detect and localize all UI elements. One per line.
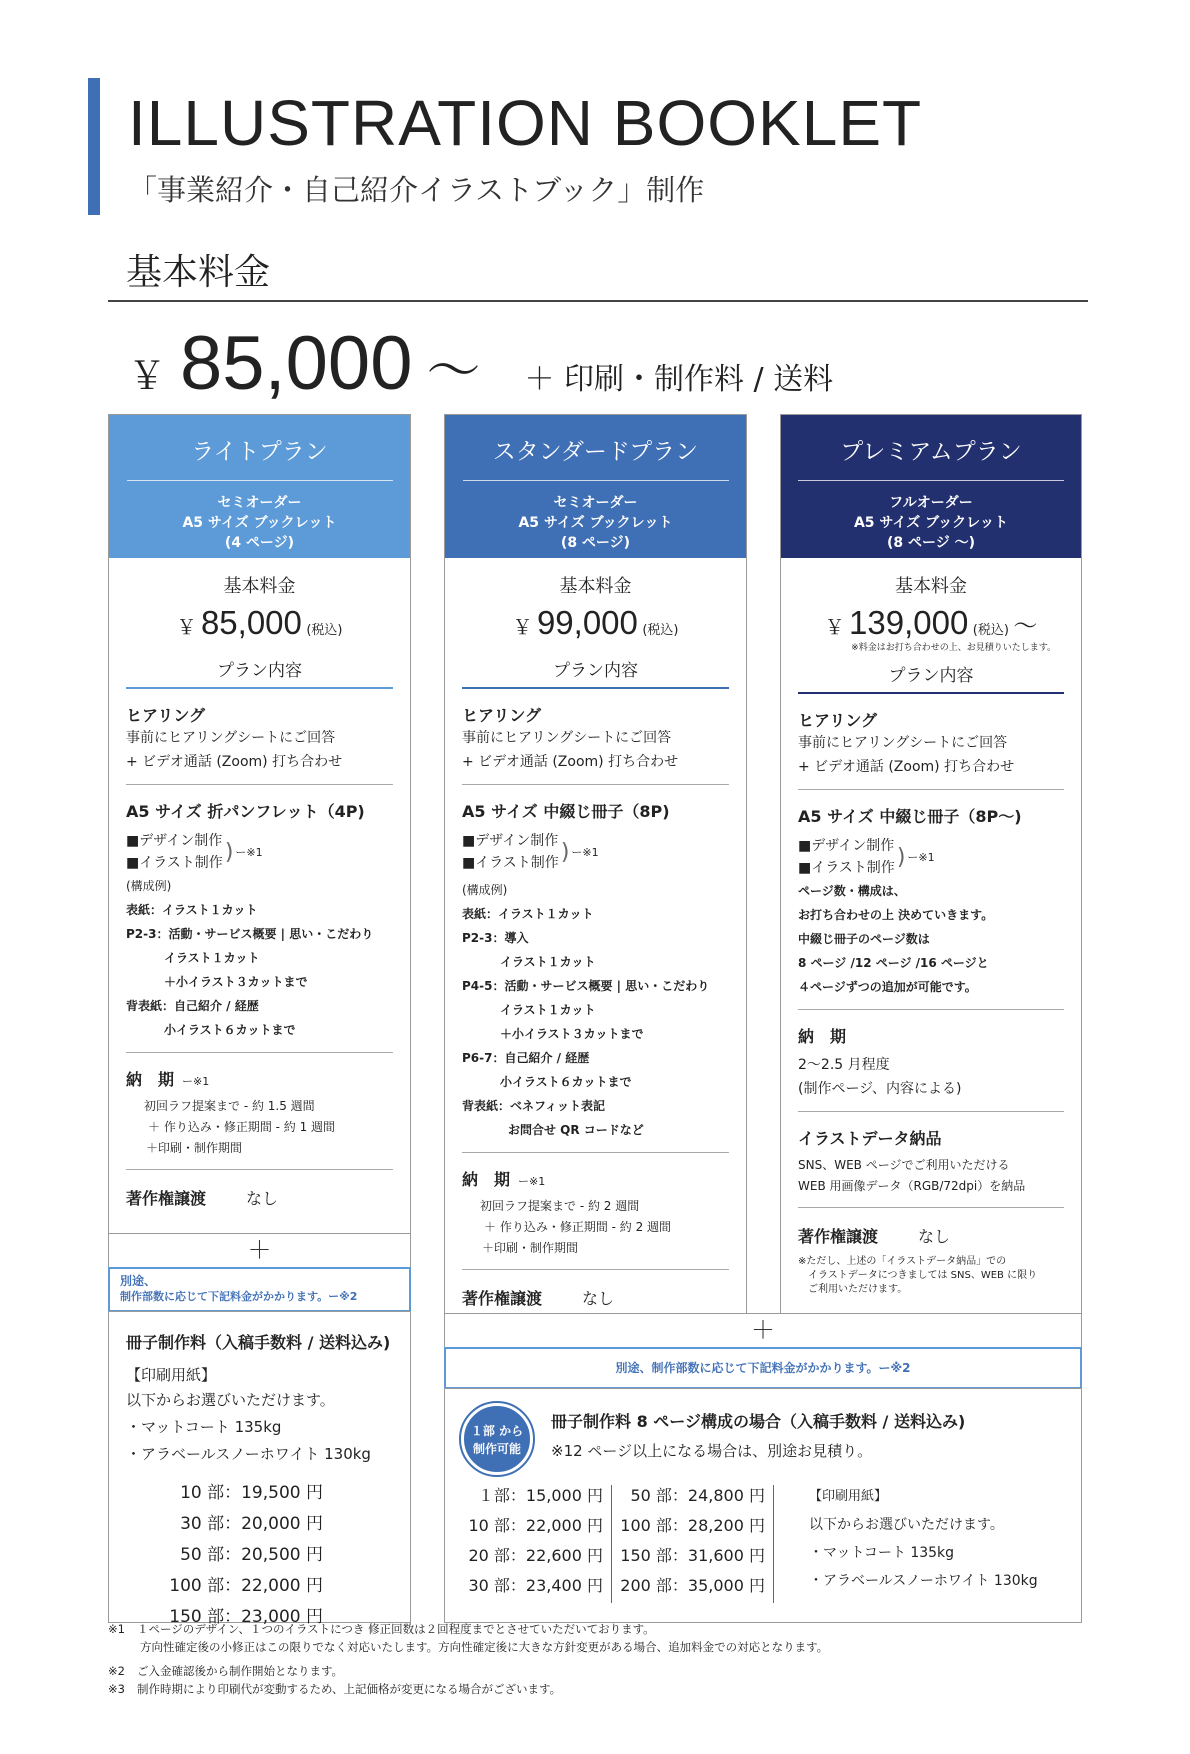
plan-card-standard: [444, 414, 747, 1314]
bracket-mark: ): [560, 839, 570, 865]
price-tier: 50 部：24,800 円: [630, 1486, 765, 1505]
price-amount: 139,000: [849, 604, 969, 641]
hearing-title: ヒアリング: [126, 706, 206, 725]
price-tier: 20 部：22,600 円: [468, 1546, 603, 1565]
delivery-label: 納 期: [462, 1170, 511, 1189]
example-line: P4-5：活動・サービス概要 | 思い・こだわり: [462, 979, 710, 993]
plan-format: A5 サイズ ブックレット: [518, 515, 673, 531]
copyright-note: ※ただし、上述の「イラストデータ納品」での: [798, 1256, 1007, 1267]
plan-order-type: セミオーダー: [217, 495, 302, 511]
delivery-title: [126, 1067, 393, 1090]
footnote-text: 制作時期により印刷代が変動するため、上記価格が変更になる場合がございます。: [136, 1682, 562, 1696]
format-note: 中綴じ冊子のページ数は: [798, 932, 930, 946]
paper-line: 以下からお選びいただけます。: [126, 1391, 335, 1409]
format-title: A5 サイズ 中綴じ冊子（8P〜): [798, 807, 1022, 826]
data-delivery-title: イラストデータ納品: [798, 1129, 942, 1148]
example-label: (構成例): [126, 879, 172, 893]
delivery-line: ＋ 作り込み・修正期間 - 約 1 週間: [148, 1120, 336, 1134]
plan-header-premium: [781, 415, 1081, 558]
plan-pages: (8 ページ): [560, 535, 631, 551]
plan-order-type: セミオーダー: [553, 495, 638, 511]
delivery-title: [798, 1024, 1064, 1047]
plan-body-premium: [781, 572, 1081, 1297]
bracket-mark: ): [896, 844, 906, 870]
plan-format: A5 サイズ ブックレット: [853, 515, 1009, 531]
headline-extra: ＋ 印刷・制作料 / 送料: [524, 362, 834, 397]
headline-price: [128, 320, 833, 407]
footnote-1-cont: [108, 1638, 828, 1656]
copyright-row: [798, 1224, 1064, 1247]
badge-line-2: 制作可能: [472, 1442, 521, 1456]
plan-name: プレミアムプラン: [840, 439, 1022, 465]
example-line: ＋小イラスト３カットまで: [500, 1027, 644, 1041]
example-line: イラスト１カット: [164, 951, 260, 965]
divider: [798, 1111, 1064, 1112]
delivery-label: 納 期: [798, 1027, 847, 1046]
plan-content-label: プラン内容: [798, 661, 1064, 694]
tier-column-right: [615, 1481, 765, 1601]
badge-line-1: １部 から: [470, 1424, 524, 1438]
design-item: ■デザイン制作: [126, 833, 223, 849]
price-label: 基本料金: [559, 576, 632, 597]
format-note: ページ数・構成は、: [798, 884, 906, 898]
plan-card-light: [108, 414, 411, 1234]
accent-bar: [88, 78, 100, 215]
copyright-value: なし: [582, 1289, 615, 1308]
paper-line: ・アラベールスノーホワイト 130kg: [126, 1445, 371, 1463]
hearing-line-1: 事前にヒアリングシートにご回答: [798, 735, 1008, 751]
format-title: A5 サイズ 折パンフレット（4P): [126, 802, 365, 821]
example-line: P6-7：自己紹介 / 経歴: [462, 1051, 590, 1065]
note-line-1: 別途、: [120, 1274, 157, 1288]
bracket-mark: ): [224, 839, 234, 865]
price-tiers: [126, 1478, 393, 1633]
plan-pages: (8 ページ 〜): [886, 535, 975, 551]
format-note: 8 ページ /12 ページ /16 ページと: [798, 956, 989, 970]
section-divider: [108, 300, 1088, 302]
footnote-text: ご入金確認後から制作開始となります。: [136, 1664, 344, 1678]
divider: [798, 789, 1064, 790]
page-title: ILLUSTRATION BOOKLET: [128, 87, 923, 159]
price-tier: 10 部：22,000 円: [468, 1516, 603, 1535]
delivery-line: ＋印刷・制作期間: [482, 1241, 579, 1255]
delivery-label: 納 期: [126, 1070, 175, 1089]
copyright-label: 著作権譲渡: [462, 1289, 543, 1308]
example-line: イラスト１カット: [500, 1003, 596, 1017]
hearing-line-2: + ビデオ通話 (Zoom) 打ち合わせ: [798, 759, 1015, 775]
production-items: [798, 835, 1064, 879]
plus-sign-shared: ＋: [444, 1313, 1082, 1348]
paper-info: [809, 1483, 1038, 1595]
footnote-ref: ー※1: [571, 846, 599, 859]
production-items: [462, 830, 729, 874]
paper-line: ・マットコート 135kg: [809, 1545, 955, 1561]
plan-name: ライトプラン: [191, 439, 328, 465]
hearing-line-1: 事前にヒアリングシートにご回答: [126, 730, 336, 746]
hearing-title: ヒアリング: [462, 706, 542, 725]
divider: [462, 784, 729, 785]
divider: [126, 1052, 393, 1053]
price-tier: 200 部：35,000 円: [620, 1576, 765, 1595]
divider: [798, 1009, 1064, 1010]
price-tier: 100 部：28,200 円: [620, 1516, 765, 1535]
note-line-2: 制作部数に応じて下記料金がかかります。ー※2: [120, 1290, 358, 1303]
price-tilde: 〜: [1013, 612, 1038, 640]
footnote-1: [108, 1620, 828, 1638]
example-line: 背表紙：自己紹介 / 経歴: [126, 999, 259, 1013]
price-tier: 150 部：23,000 円: [169, 1607, 323, 1627]
footnote-mark: ※2: [108, 1664, 125, 1678]
paper-line: ・マットコート 135kg: [126, 1418, 282, 1436]
price-yen: ￥: [176, 615, 197, 639]
price-amount: 99,000: [536, 604, 638, 641]
footnote-3: [108, 1680, 828, 1698]
booklet-fee-title: 冊子制作料 8 ページ構成の場合（入稿手数料 / 送料込み): [551, 1412, 966, 1431]
example-line: 表紙：イラスト１カット: [126, 903, 258, 917]
example-line: P2-3：導入: [462, 931, 529, 945]
paper-line: 以下からお選びいただけます。: [809, 1517, 1004, 1533]
plan-body-light: [109, 572, 410, 1209]
plus-sign-light: ＋: [108, 1233, 411, 1268]
copyright-label: 著作権譲渡: [126, 1189, 207, 1208]
footnotes: [108, 1620, 828, 1698]
plan-card-premium: [780, 414, 1082, 1314]
plan-header-divider: [127, 480, 393, 481]
copyright-note: イラストデータにつきましては SNS、WEB に限り: [808, 1270, 1038, 1281]
price-tier: 30 部：20,000 円: [180, 1514, 323, 1534]
delivery-line: ＋印刷・制作期間: [146, 1141, 243, 1155]
copyright-row: [126, 1186, 393, 1209]
price-tax: (税込): [642, 623, 679, 638]
tier-divider: [611, 1485, 612, 1603]
format-title: A5 サイズ 中綴じ冊子（8P): [462, 802, 670, 821]
example-line: 背表紙：ベネフィット表記: [462, 1099, 606, 1113]
delivery-line: 初回ラフ提案まで - 約 2 週間: [480, 1199, 640, 1213]
footnote-text: 方向性確定後の小修正はこの限りでなく対応いたします。方向性確定後に大きな方針変更がある場合、追加料金での対応となります。: [140, 1640, 829, 1654]
delivery-title: [462, 1167, 729, 1190]
price-yen: ￥: [512, 615, 533, 639]
price-tax: (税込): [306, 623, 343, 638]
plan-order-type: フルオーダー: [889, 495, 973, 511]
price-tier: 10 部：19,500 円: [180, 1483, 323, 1503]
copyright-note: ご利用いただけます。: [808, 1284, 908, 1295]
price-tier: 150 部：31,600 円: [620, 1546, 765, 1565]
price-label: 基本料金: [895, 576, 967, 597]
data-delivery-line: SNS、WEB ページでご利用いただける: [798, 1158, 1010, 1172]
plan-content-label: プラン内容: [126, 656, 393, 689]
plan-body-standard: [445, 572, 746, 1309]
copyright-label: 著作権譲渡: [798, 1227, 879, 1246]
plan-header-standard: [445, 415, 746, 558]
plan-header-light: [109, 415, 410, 558]
headline-tilde: 〜: [426, 339, 481, 402]
booklet-fee-shared: [444, 1388, 1082, 1623]
format-note: お打ち合わせの上 決めていきます。: [798, 908, 994, 922]
paper-title: 【印刷用紙】: [809, 1489, 888, 1504]
footnote-2: [108, 1662, 828, 1680]
delivery-line: 2〜2.5 月程度: [798, 1057, 890, 1073]
tier-divider: [773, 1485, 774, 1603]
copyright-row: [462, 1286, 729, 1309]
divider: [462, 1269, 729, 1270]
plan-header-divider: [798, 480, 1064, 481]
divider: [798, 1207, 1064, 1208]
booklet-fee-light: [108, 1311, 411, 1627]
plan-content-label: プラン内容: [462, 656, 729, 689]
illust-item: ■イラスト制作: [798, 860, 895, 876]
plan-price: [462, 604, 729, 642]
section-title: 基本料金: [126, 252, 271, 293]
divider: [126, 1169, 393, 1170]
example-line: イラスト１カット: [500, 955, 596, 969]
price-tier: 30 部：23,400 円: [468, 1576, 603, 1595]
footnote-ref: ー※1: [907, 851, 935, 864]
data-delivery-line: WEB 用画像データ（RGB/72dpi）を納品: [798, 1179, 1026, 1193]
page-subtitle: 「事業紹介・自己紹介イラストブック」制作: [128, 173, 705, 207]
price-tier: 50 部：20,500 円: [180, 1545, 323, 1565]
delivery-line: 初回ラフ提案まで - 約 1.5 週間: [144, 1099, 315, 1113]
tier-column-left: [463, 1481, 603, 1601]
example-line: ＋小イラスト３カットまで: [164, 975, 308, 989]
example-line: 小イラスト６カットまで: [164, 1023, 296, 1037]
hearing-line-2: + ビデオ通話 (Zoom) 打ち合わせ: [462, 754, 679, 770]
hearing-line-2: + ビデオ通話 (Zoom) 打ち合わせ: [126, 754, 343, 770]
paper-title: 【印刷用紙】: [126, 1366, 217, 1384]
footnote-mark: ※1: [108, 1622, 125, 1636]
plan-format: A5 サイズ ブックレット: [182, 515, 337, 531]
divider: [462, 1152, 729, 1153]
booklet-fee-subtitle: ※12 ページ以上になる場合は、別途お見積り。: [551, 1442, 873, 1460]
production-items: [126, 830, 393, 874]
booklet-fee-title: 冊子制作料（入稿手数料 / 送料込み): [126, 1333, 391, 1352]
footnote-text: １ページのデザイン、１つのイラストにつき 修正回数は２回程度までとさせていただいております。: [136, 1622, 655, 1636]
illust-item: ■イラスト制作: [126, 855, 223, 871]
order-from-one-badge: [461, 1403, 533, 1475]
headline-amount: 85,000: [180, 321, 413, 406]
footnote-ref: ー※1: [235, 846, 263, 859]
plan-price: [798, 604, 1064, 642]
design-item: ■デザイン制作: [798, 838, 895, 854]
example-line: 小イラスト６カットまで: [500, 1075, 632, 1089]
plan-pages: (4 ページ): [224, 535, 295, 551]
design-item: ■デザイン制作: [462, 833, 559, 849]
footnote-mark: ※3: [108, 1682, 125, 1696]
delivery-line: (制作ページ、内容による): [798, 1081, 962, 1097]
example-label: (構成例): [462, 883, 508, 897]
hearing-title: ヒアリング: [798, 711, 878, 730]
plan-price: [126, 604, 393, 642]
footnote-ref: ー※1: [182, 1075, 210, 1088]
paper-line: ・アラベールスノーホワイト 130kg: [809, 1573, 1038, 1589]
plan-header-divider: [463, 480, 729, 481]
example-line: 表紙：イラスト１カット: [462, 907, 594, 921]
hearing-line-1: 事前にヒアリングシートにご回答: [462, 730, 672, 746]
copyright-value: なし: [918, 1227, 951, 1246]
delivery-line: ＋ 作り込み・修正期間 - 約 2 週間: [484, 1220, 672, 1234]
plan-name: スタンダードプラン: [492, 439, 699, 465]
price-tier: 100 部：22,000 円: [169, 1576, 323, 1596]
divider: [126, 784, 393, 785]
extra-fee-note-light: [108, 1267, 411, 1312]
example-line: P2-3：活動・サービス概要 | 思い・こだわり: [126, 927, 374, 941]
price-amount: 85,000: [200, 604, 302, 641]
copyright-value: なし: [246, 1189, 279, 1208]
headline-yen: ￥: [128, 354, 167, 398]
example-line: お問合せ QR コードなど: [508, 1123, 644, 1137]
extra-fee-note-shared: 別途、制作部数に応じて下記料金がかかります。ー※2: [444, 1347, 1082, 1389]
format-note: ４ページずつの追加が可能です。: [798, 980, 977, 994]
price-tax: (税込): [972, 623, 1009, 638]
price-tier: １部：15,000 円: [477, 1486, 603, 1505]
footnote-ref: ー※1: [518, 1175, 546, 1188]
price-yen: ￥: [824, 615, 845, 639]
illust-item: ■イラスト制作: [462, 855, 559, 871]
price-note: ※料金はお打ち合わせの上、お見積りいたします。: [851, 643, 1056, 653]
price-label: 基本料金: [223, 576, 296, 597]
